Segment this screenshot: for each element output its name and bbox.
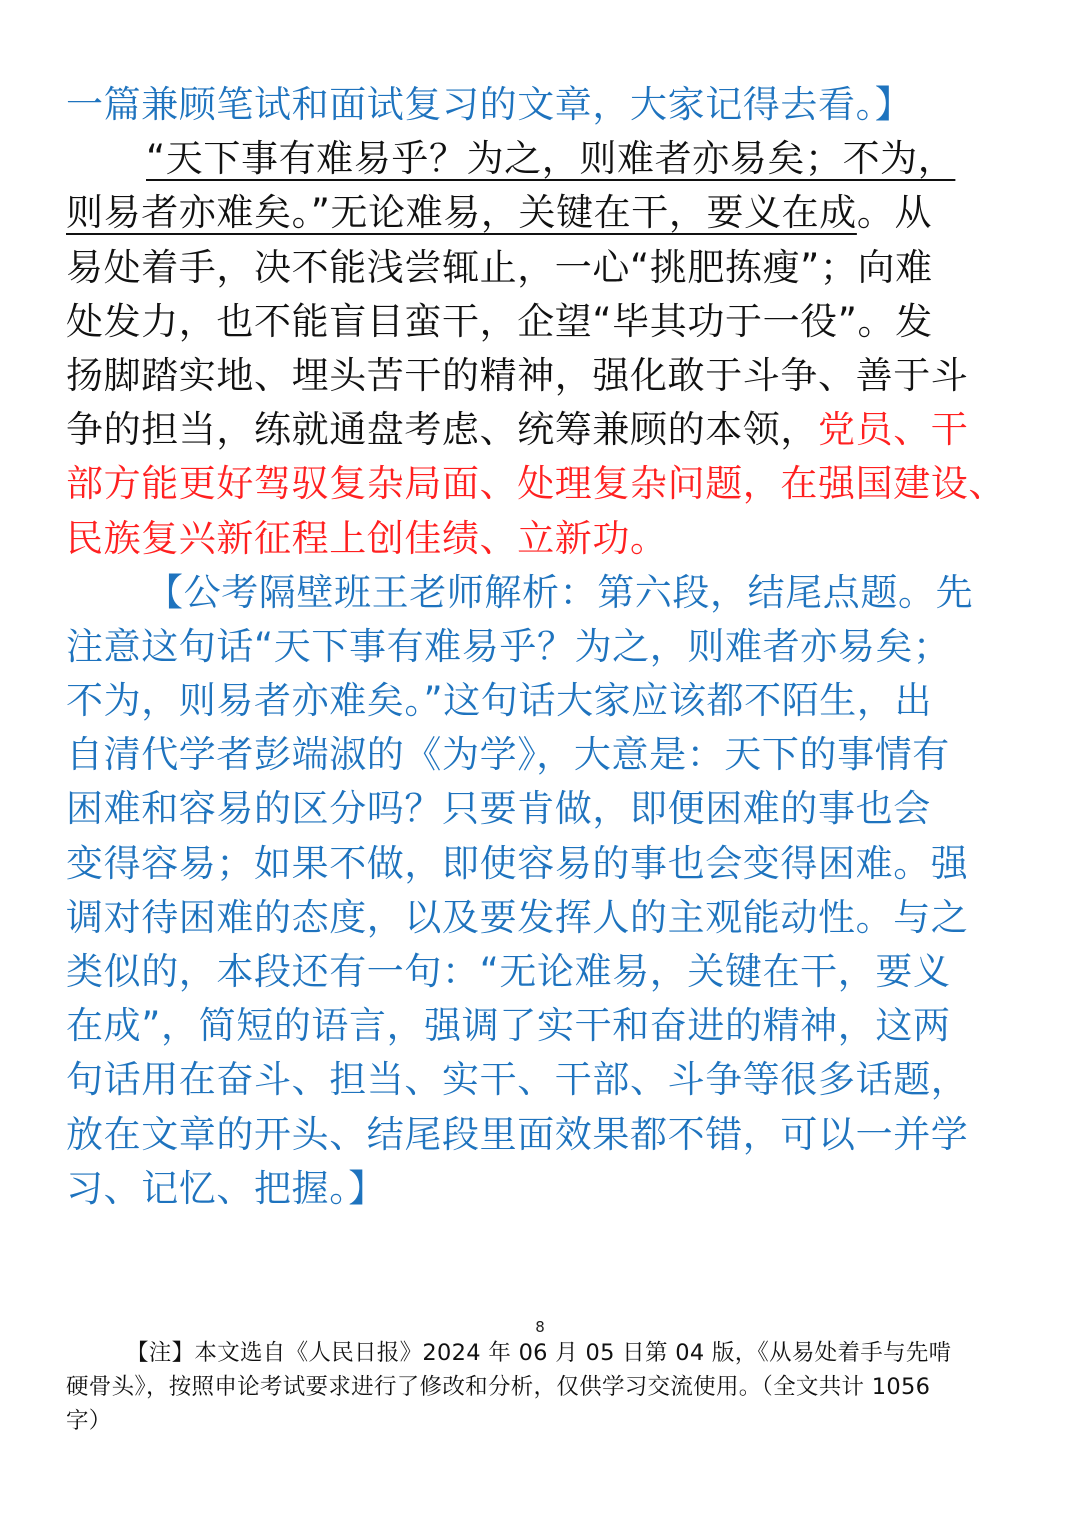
footnote <box>66 1336 1016 1438</box>
highlighted-line: 民族复兴新征程上创佳绩、立新功。 <box>66 516 668 560</box>
paragraph-line <box>66 403 1016 457</box>
analysis-line: 注意这句话“天下事有难易乎？为之，则难者亦易矣； <box>66 624 951 668</box>
footnote-line: 字） <box>66 1408 112 1434</box>
analysis-line: 句话用在奋斗、担当、实干、干部、斗争等很多话题， <box>66 1058 969 1102</box>
analysis-line: 调对待困难的态度，以及要发挥人的主观能动性。与之 <box>66 895 969 939</box>
article-body <box>66 78 1016 1216</box>
analysis-line: 放在文章的开头、结尾段里面效果都不错，可以一并学 <box>66 1112 969 1156</box>
highlighted-text: 党员、干 <box>818 408 969 452</box>
paragraph-line: 扬脚踏实地、埋头苦干的精神，强化敢于斗争、善于斗 <box>66 353 969 397</box>
paragraph-line: 一篇兼顾笔试和面试复习的文章，大家记得去看。】 <box>66 83 913 126</box>
analysis-line: 习、记忆、把握。】 <box>66 1166 386 1210</box>
analysis-line: 【公考隔壁班王老师解析：第六段，结尾点题。先 <box>146 570 974 614</box>
paragraph-line: 处发力，也不能盲目蛮干，企望“毕其功于一役”。发 <box>66 299 933 343</box>
analysis-line: 类似的，本段还有一句：“无论难易，关键在干，要义 <box>66 950 951 993</box>
paragraph-line <box>66 186 1016 240</box>
analysis-line: 在成”，简短的语言，强调了实干和奋进的精神，这两 <box>66 1004 951 1048</box>
footnote-line: 【注】本文选自《人民日报》2024 年 06 月 05 日第 04 版，《从易处着手与先啃 <box>126 1340 952 1366</box>
underlined-quote: “天下事有难易乎？为之，则难者亦易矣；不为， <box>146 137 956 181</box>
page-number: 8 <box>535 1318 545 1336</box>
paragraph-text: 。从 <box>856 191 933 235</box>
underlined-quote: 则易者亦难矣。”无论难易，关键在干，要义在成 <box>66 191 857 235</box>
analysis-line: 困难和容易的区分吗？只要肯做，即便困难的事也会 <box>66 787 931 831</box>
analysis-line: 变得容易；如果不做，即使容易的事也会变得困难。强 <box>66 841 969 885</box>
analysis-line: 自清代学者彭端淑的《为学》，大意是：天下的事情有 <box>66 733 950 777</box>
analysis-line: 不为，则易者亦难矣。”这句话大家应该都不陌生，出 <box>66 679 933 723</box>
paragraph-line <box>66 132 1016 186</box>
highlighted-line: 部方能更好驾驭复杂局面、处理复杂问题，在强国建设、 <box>66 462 1006 506</box>
paragraph-line: 易处着手，决不能浅尝辄止，一心“挑肥拣瘦”；向难 <box>66 245 933 289</box>
footnote-line: 硬骨头》，按照申论考试要求进行了修改和分析，仅供学习交流使用。（全文共计 1056 <box>66 1374 931 1400</box>
paragraph-text: 争的担当，练就通盘考虑、统筹兼顾的本领， <box>66 408 818 452</box>
